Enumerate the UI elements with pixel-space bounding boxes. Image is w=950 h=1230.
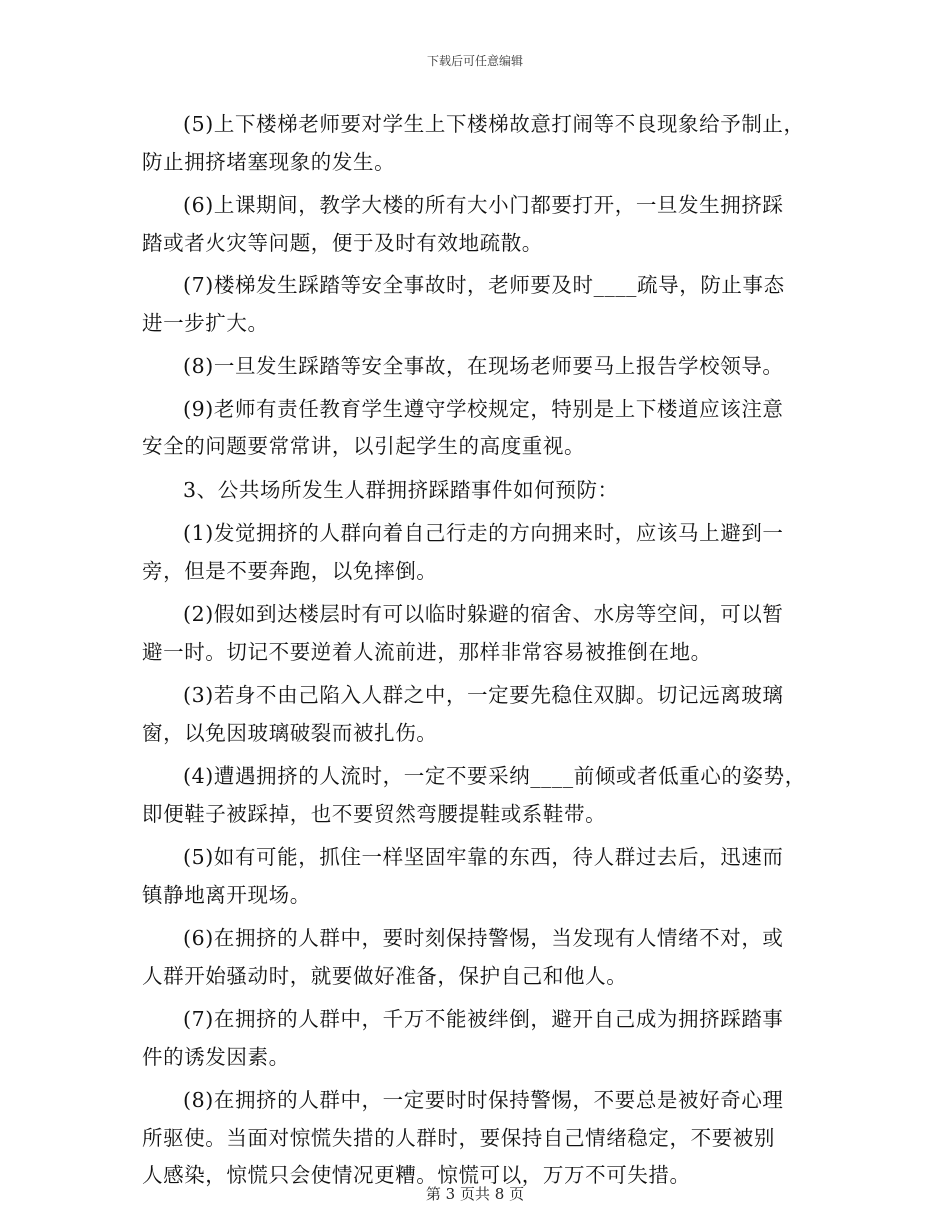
paragraph-line: 件的诱发因素。 [142,1044,290,1069]
paragraph-line: 人感染，惊慌只会使情况更糟。惊慌可以，万万不可失措。 [142,1163,691,1187]
paragraph [142,348,822,386]
paragraph [142,106,822,181]
paragraph-line: 即便鞋子被踩掉，也不要贸然弯腰提鞋或系鞋带。 [142,801,607,826]
paragraph-line: (7)在拥挤的人群中，千万不能被绊倒，避开自己成为拥挤踩踏事 [183,1007,784,1031]
paragraph [142,472,822,510]
paragraph [142,187,822,262]
paragraph-line: (7)楼梯发生踩踏等安全事故时，老师要及时____疏导，防止事态 [183,273,785,297]
paragraph-line: 3、公共场所发生人群拥挤踩踏事件如何预防： [183,477,619,502]
page-number: 第 3 页共 8 页 [425,1185,525,1203]
paragraph-line: (4)遭遇拥挤的人流时，一定不要采纳____前倾或者低重心的姿势， [183,764,806,788]
paragraph [142,758,822,833]
paragraph [142,1001,822,1076]
paragraph-line: 镇静地离开现场。 [142,882,311,907]
paragraph-line: 防止拥挤堵塞现象的发生。 [142,149,396,174]
paragraph-line: 旁，但是不要奔跑，以免摔倒。 [142,558,438,583]
paragraph [142,920,822,995]
paragraph [142,267,822,342]
paragraph-line: (3)若身不由己陷入人群之中，一定要先稳住双脚。切记远离玻璃 [183,683,784,707]
paragraph-line: (5)如有可能，抓住一样坚固牢靠的东西，待人群过去后，迅速而 [183,845,784,869]
paragraph-line: (1)发觉拥挤的人群向着自己行走的方向拥来时，应该马上避到一 [183,521,784,545]
paragraph-line: (8)在拥挤的人群中，一定要时时保持警惕，不要总是被好奇心理 [183,1088,784,1112]
paragraph-line: (2)假如到达楼层时有可以临时躲避的宿舍、水房等空间，可以暂 [183,602,784,626]
paragraph-line: (9)老师有责任教育学生遵守学校规定，特别是上下楼道应该注意 [183,396,784,421]
paragraph-line: (6)在拥挤的人群中，要时刻保持警惕，当发现有人情绪不对，或 [183,926,784,950]
paragraph-line: 所驱使。当面对惊慌失措的人群时，要保持自己情绪稳定，不要被别 [142,1125,775,1150]
paragraph [142,677,822,752]
paragraph [142,1082,822,1195]
paragraph-line: 人群开始骚动时，就要做好准备，保护自己和他人。 [142,963,628,988]
document-body [142,106,822,1201]
paragraph-line: (8)一旦发生踩踏等安全事故，在现场老师要马上报告学校领导。 [183,354,784,378]
paragraph [142,515,822,590]
paragraph [142,596,822,671]
paragraph-line: (5)上下楼梯老师要对学生上下楼梯故意打闹等不良现象给予制止， [183,112,805,136]
paragraph-line: 踏或者火灾等问题，便于及时有效地疏散。 [142,230,543,255]
paragraph-line: (6)上课期间，教学大楼的所有大小门都要打开，一旦发生拥挤踩 [183,193,784,217]
paragraph [142,391,822,466]
paragraph [142,839,822,914]
paragraph-line: 避一时。切记不要逆着人流前进，那样非常容易被推倒在地。 [142,639,712,664]
paragraph-line: 安全的问题要常常讲，以引起学生的高度重视。 [142,434,586,458]
paragraph-line: 进一步扩大。 [142,310,269,335]
paragraph-line: 窗，以免因玻璃破裂而被扎伤。 [142,720,438,745]
page-header: 下载后可任意编辑 [426,54,523,68]
